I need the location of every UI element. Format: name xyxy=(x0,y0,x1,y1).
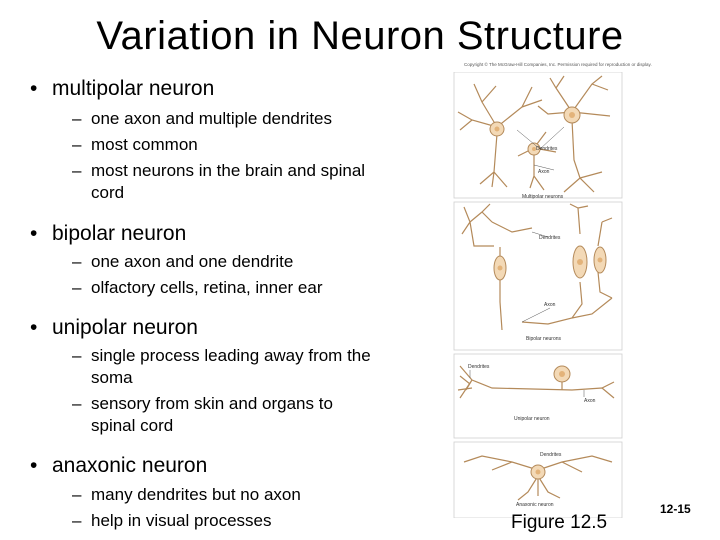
multipolar-neuron-drawing xyxy=(458,76,610,192)
sub-item xyxy=(72,393,333,437)
sub-text: many dendrites but no axon xyxy=(91,485,301,504)
bullet-glyph: • xyxy=(30,454,38,477)
leader-line xyxy=(522,308,550,322)
bullet-multipolar xyxy=(30,77,214,101)
sub-text: one axon and multiple dendrites xyxy=(91,109,332,128)
panel-border-bipolar xyxy=(454,202,622,350)
dash-glyph: – xyxy=(72,278,82,297)
sub-item xyxy=(72,108,332,130)
panel-label: Dendrites xyxy=(539,235,561,241)
bullet-heading: anaxonic neuron xyxy=(52,454,208,477)
dash-glyph: – xyxy=(72,109,82,128)
sub-item xyxy=(72,345,371,389)
dash-glyph: – xyxy=(72,394,82,413)
slide-title: Variation in Neuron Structure xyxy=(96,14,624,58)
panel-label: Dendrites xyxy=(468,364,490,370)
sub-item xyxy=(72,160,365,204)
panel-caption: Bipolar neurons xyxy=(526,336,562,342)
panel-label: Dendrites xyxy=(536,146,558,152)
panel-label: Dendrites xyxy=(540,452,562,458)
sub-text: one axon and one dendrite xyxy=(91,252,294,271)
sub-text: most neurons in the brain and spinal xyxy=(91,161,366,180)
dash-glyph: – xyxy=(72,161,82,180)
dash-glyph: – xyxy=(72,511,82,530)
sub-text: most common xyxy=(91,135,198,154)
dash-glyph: – xyxy=(72,346,82,365)
dash-glyph: – xyxy=(72,135,82,154)
bipolar-neuron-drawing xyxy=(462,204,612,330)
sub-item xyxy=(72,277,323,299)
dash-glyph: – xyxy=(72,252,82,271)
panel-caption: Anaxonic neuron xyxy=(516,502,554,508)
bullet-bipolar xyxy=(30,222,186,246)
panel-label: Axon xyxy=(544,302,556,308)
bullet-heading: unipolar neuron xyxy=(52,316,198,339)
bullet-heading: bipolar neuron xyxy=(52,222,187,245)
unipolar-neuron-drawing xyxy=(458,366,614,398)
sub-item xyxy=(72,484,301,506)
dash-glyph: – xyxy=(72,485,82,504)
figure-label: Figure 12.5 xyxy=(511,512,608,533)
sub-text: sensory from skin and organs to xyxy=(91,394,333,413)
panel-label: Axon xyxy=(584,398,596,404)
panel-caption: Multipolar neurons xyxy=(522,194,564,200)
neuron-illustration xyxy=(452,72,624,518)
sub-text-cont: cord xyxy=(91,183,125,202)
bullet-glyph: • xyxy=(30,316,38,339)
bullet-unipolar xyxy=(30,316,198,340)
bullet-glyph: • xyxy=(30,222,38,245)
panel-caption: Unipolar neuron xyxy=(514,416,550,422)
sub-text: olfactory cells, retina, inner ear xyxy=(91,278,323,297)
bullet-glyph: • xyxy=(30,77,38,100)
sub-item xyxy=(72,510,271,532)
page-number: 12-15 xyxy=(660,502,691,516)
sub-text: help in visual processes xyxy=(91,511,272,530)
neuron-figure xyxy=(452,72,624,518)
copyright-notice: Copyright © The McGraw-Hill Companies, Inc. Permission required for reproduction or display. xyxy=(464,62,652,67)
sub-text-cont: soma xyxy=(91,368,133,387)
sub-item xyxy=(72,134,198,156)
panel-border-multipolar xyxy=(454,72,622,198)
sub-text-cont: spinal cord xyxy=(91,416,174,435)
sub-item xyxy=(72,251,293,273)
bullet-heading: multipolar neuron xyxy=(52,77,215,100)
bullet-anaxonic xyxy=(30,454,207,478)
sub-text: single process leading away from the xyxy=(91,346,371,365)
panel-label: Axon xyxy=(538,169,550,175)
